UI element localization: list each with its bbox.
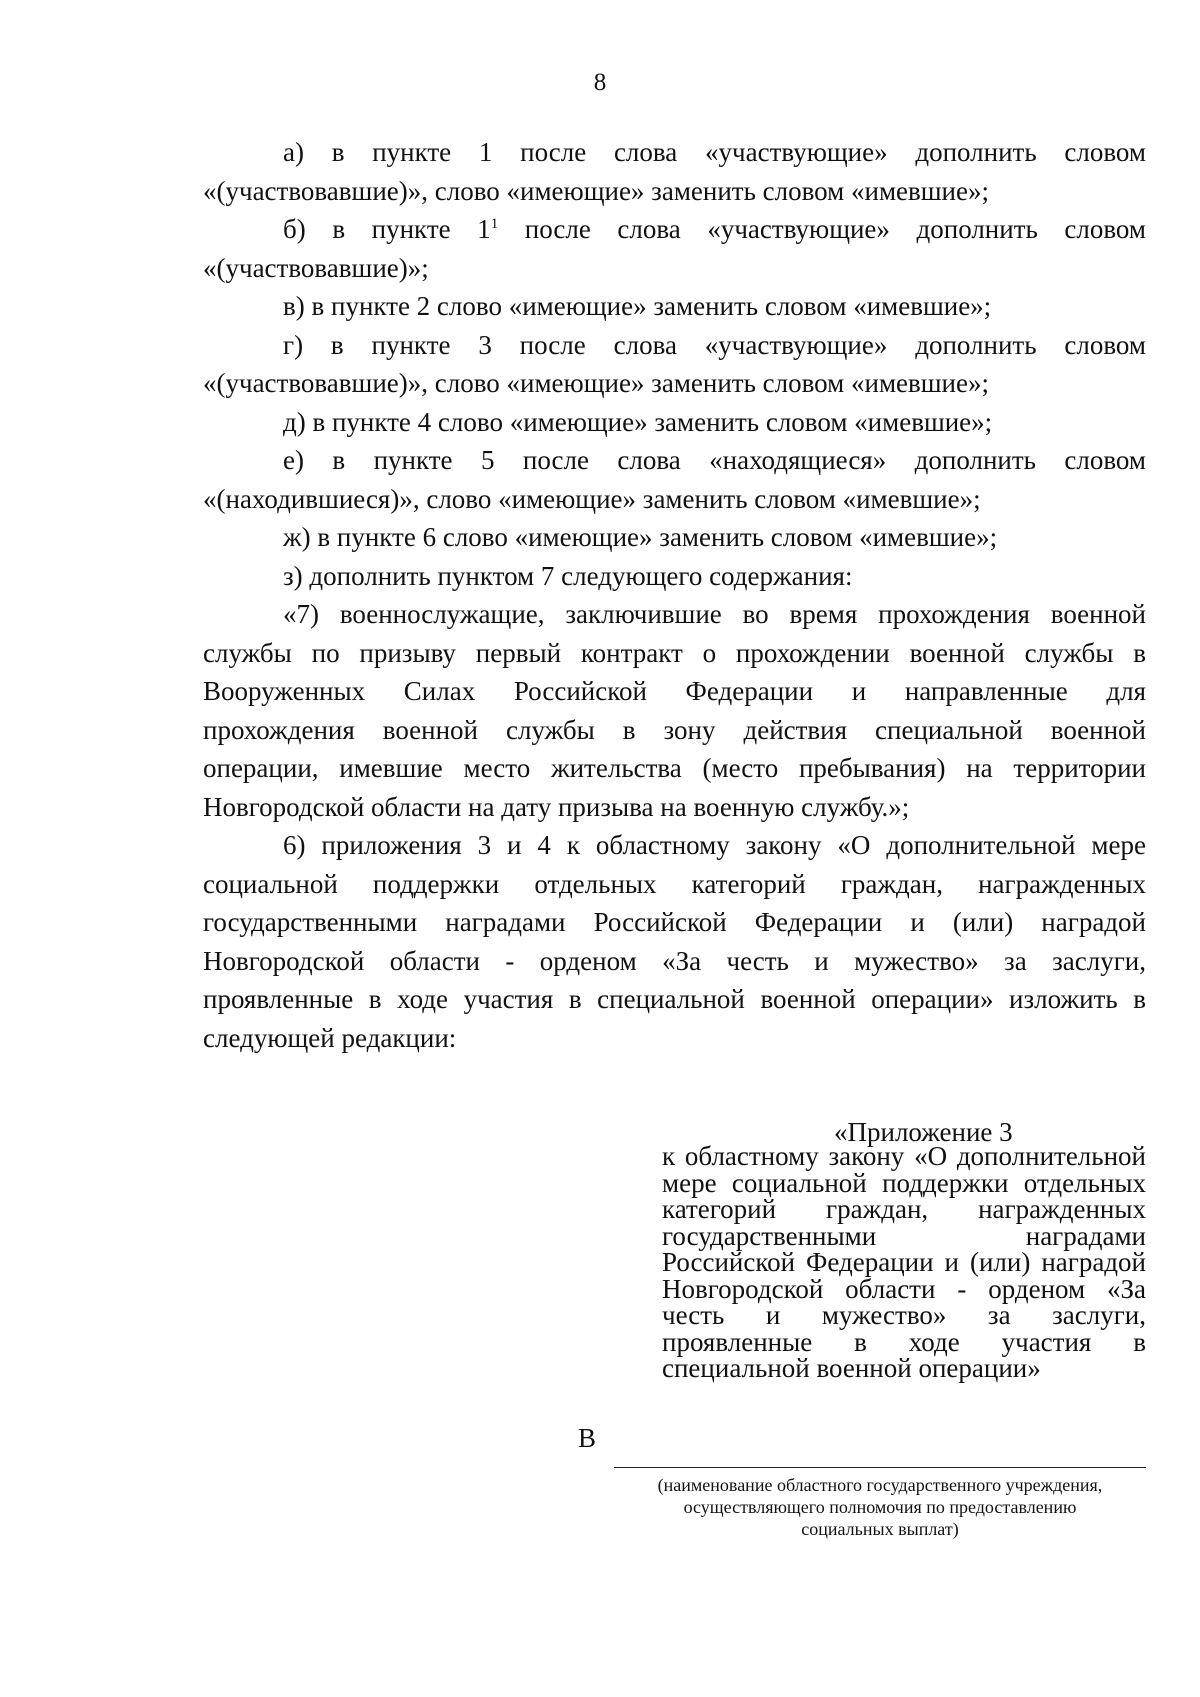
appendix-line: специальной военной операции» (662, 1353, 1041, 1383)
paragraph-line: д) в пункте 4 слово «имеющие» заменить словом «имевшие»; (283, 406, 993, 437)
paragraph-line (203, 210, 1146, 249)
superscript: 1 (490, 216, 499, 232)
paragraph-line: в) в пункте 2 слово «имеющие» заменить словом «имевшие»; (283, 291, 992, 321)
paragraph-line: проявленные в ходе участия в специальной военной операции» изложить в (203, 984, 1146, 1014)
paragraph-line: «(участвовавшие)», слово «имеющие» заменить словом «имевшие»; (203, 175, 989, 206)
paragraph-line: «(участвовавшие)», слово «имеющие» заменить словом «имевшие»; (203, 368, 989, 398)
line-text: б) в пункте 1 (283, 214, 491, 244)
paragraph-line: Вооруженных Силах Российской Федерации и направленные для (203, 676, 1146, 706)
fill-in-caption (614, 1474, 1146, 1540)
form-prefix: В (578, 1423, 597, 1453)
paragraph-line: Новгородской области - орденом «За честь и мужество» за заслуги, (203, 945, 1146, 976)
caption-line: (наименование областного государственного учреждения, (657, 1475, 1103, 1495)
page-number: 8 (593, 69, 607, 96)
appendix-line: государственными наградами (662, 1220, 1146, 1251)
paragraph-line: г) в пункте 3 после слова «участвующие» дополнить словом (283, 329, 1146, 360)
paragraph-line: з) дополнить пунктом 7 следующего содержания: (283, 560, 853, 591)
paragraph-line: прохождения военной службы в зону действия специальной военной (203, 714, 1146, 745)
fill-in-line (614, 1467, 1146, 1468)
appendix-line: мере социальной поддержки отдельных (662, 1167, 1146, 1198)
appendix-title: «Приложение 3 (834, 1117, 1013, 1147)
paragraph-line: «(участвовавшие)»; (203, 252, 429, 283)
paragraph-line: Новгородской области на дату призыва на военную службу.»; (203, 791, 910, 822)
paragraph-line: ж) в пункте 6 слово «имеющие» заменить словом «имевшие»; (283, 522, 998, 552)
paragraph-line: е) в пункте 5 после слова «находящиеся» дополнить словом (283, 445, 1146, 475)
appendix-line: категорий граждан, награжденных (662, 1194, 1146, 1224)
document-body (203, 133, 1146, 1057)
paragraph-line: социальной поддержки отдельных категорий граждан, награжденных (203, 868, 1146, 899)
line-text: после слова «участвующие» дополнить словом (498, 214, 1146, 244)
paragraph-line: государственными наградами Российской Федерации и (или) наградой (203, 907, 1146, 937)
paragraph-line: службы по призыву первый контракт о прохождении военной службы в (203, 637, 1146, 668)
appendix-reference (662, 1143, 1146, 1382)
paragraph-line: «(находившиеся)», слово «имеющие» заменить словом «имевшие»; (203, 483, 981, 514)
paragraph-line: а) в пункте 1 после слова «участвующие» дополнить словом (283, 137, 1146, 167)
appendix-line: Российской Федерации и (или) наградой (662, 1247, 1146, 1277)
caption-line: социальных выплат) (801, 1519, 959, 1539)
paragraph-line: операции, имевшие место жительства (место пребывания) на территории (203, 753, 1146, 783)
appendix-line: честь и мужество» за заслуги, (662, 1300, 1146, 1330)
paragraph-line: «7) военнослужащие, заключившие во время прохождения военной (283, 599, 1146, 629)
appendix-line: Новгородской области - орденом «За (662, 1273, 1146, 1304)
caption-line: осуществляющего полномочия по предоставлению (683, 1497, 1077, 1517)
appendix-line: проявленные в ходе участия в (662, 1326, 1146, 1357)
paragraph-line: следующей редакции: (203, 1022, 457, 1053)
paragraph-line: 6) приложения 3 и 4 к областному закону «О дополнительной мере (283, 830, 1146, 860)
appendix-line: к областному закону «О дополнительной (662, 1141, 1146, 1171)
